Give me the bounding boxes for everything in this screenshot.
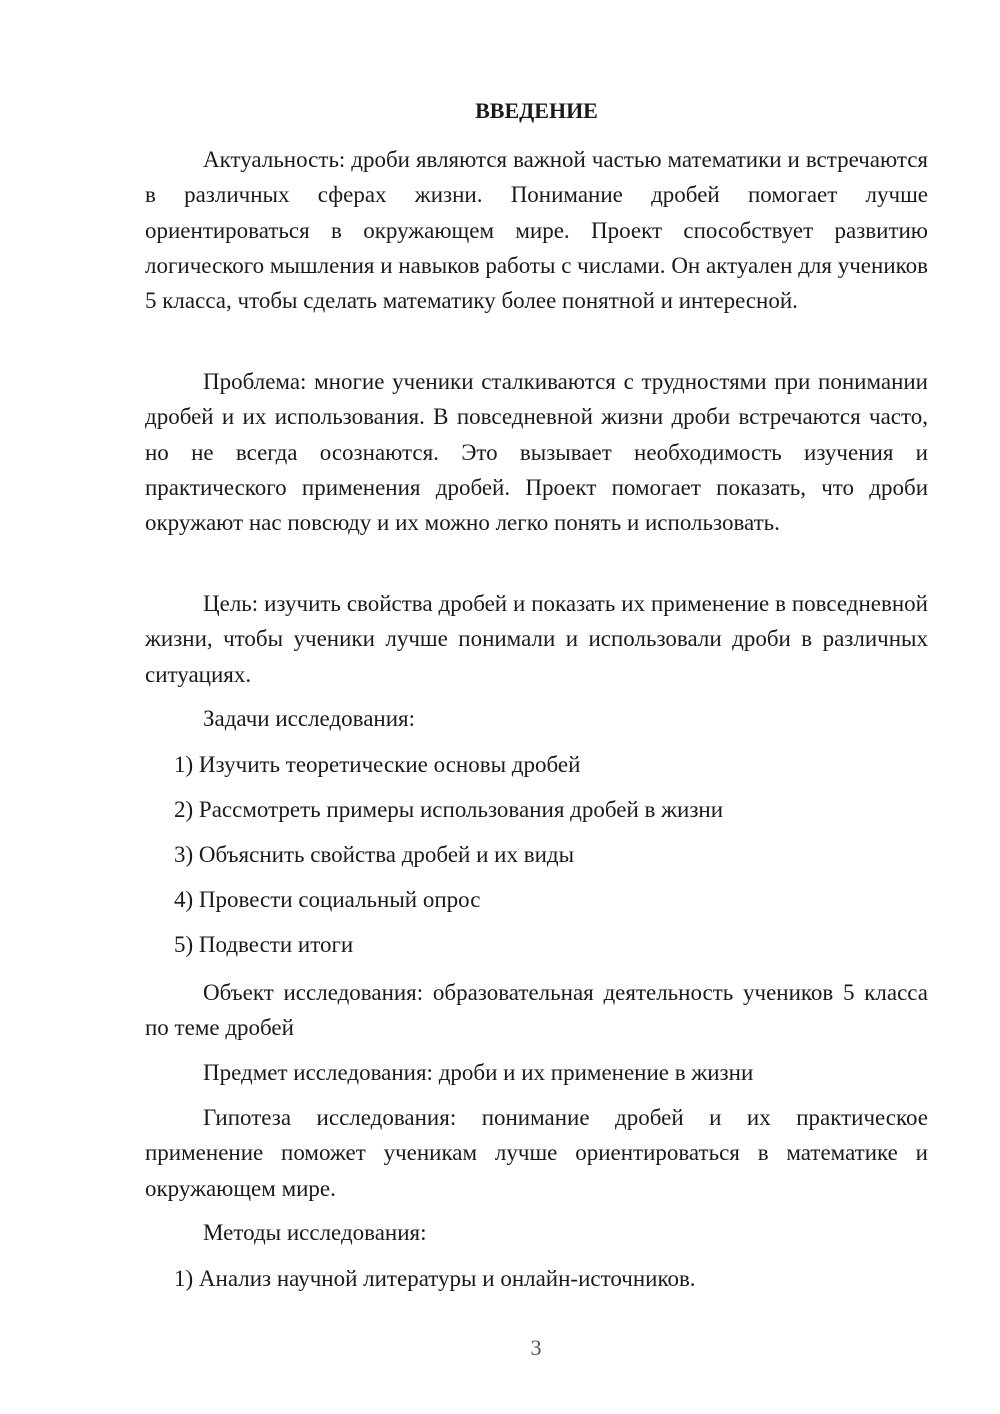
task-item: 2) Рассмотреть примеры использования дробей в жизни [174,797,724,822]
tasks-label: Задачи исследования: [203,706,416,731]
goal-paragraph: Цель: изучить свойства дробей и показать их применение в повседневной жизни, чтобы ученики лучше понимали и использовали дроби в различных ситуациях. [145,591,928,687]
object-paragraph: Объект исследования: образовательная деятельность учеников 5 класса по теме дробей [145,980,928,1041]
task-item: 4) Провести социальный опрос [174,887,481,912]
method-item: 1) Анализ научной литературы и онлайн-источников. [174,1266,696,1291]
hypothesis-paragraph: Гипотеза исследования: понимание дробей и их практическое применение поможет ученикам лучше ориентироваться в математике и окружающем мире. [145,1105,928,1201]
task-item: 5) Подвести итоги [174,932,354,957]
task-item: 1) Изучить теоретические основы дробей [174,752,581,777]
relevance-paragraph: Актуальность: дроби являются важной частью математики и встречаются в различных сферах жизни. Понимание дробей помогает лучше ориентироваться в окружающем мире. Проект способствует развитию логического мышления и навыков работы с числами. Он актуален для учеников 5 класса, чтобы сделать математику более понятной и интересной. [145,147,928,314]
task-item: 3) Объяснить свойства дробей и их виды [174,842,575,867]
section-heading: ВВЕДЕНИЕ [475,98,598,123]
page-number: 3 [530,1335,542,1360]
problem-paragraph: Проблема: многие ученики сталкиваются с трудностями при понимании дробей и их использования. В повседневной жизни дроби встречаются часто, но не всегда осознаются. Это вызывает необходимость изучения и практического применения дробей. Проект помогает показать, что дроби окружают нас повсюду и их можно легко понять и использовать. [145,369,928,536]
subject-paragraph: Предмет исследования: дроби и их применение в жизни [203,1060,754,1085]
methods-label: Методы исследования: [203,1220,427,1245]
